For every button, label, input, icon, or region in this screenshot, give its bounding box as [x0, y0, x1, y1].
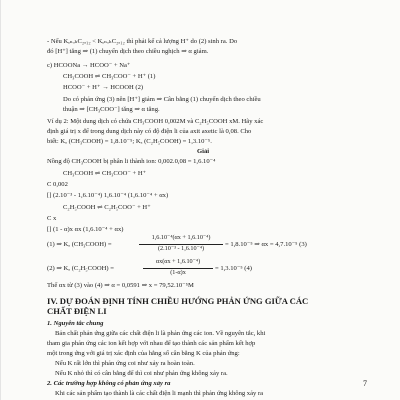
- fraction-numerator: 1,6.10⁻⁴(αx + 1,6.10⁻⁴): [151, 234, 211, 241]
- reaction-line: c) HCOONa → HCOO⁻ + Na⁺: [47, 62, 131, 69]
- text-line: Do có phản ứng (3) nên [H⁺] giảm ⇒ Cân bằng (1) chuyển dịch theo chiều: [63, 96, 261, 103]
- equation-label: (2) ⇒ Kₐ (C₂H₅COOH) =: [47, 265, 114, 272]
- subsection-heading: 1. Nguyên tắc chung: [47, 320, 104, 327]
- reaction-line: HCOO⁻ + H⁺ → HCOOH (2): [63, 84, 144, 91]
- concentration-line: C x: [47, 215, 57, 222]
- text-line: Khi các sản phẩm tạo thành là các chất điện li mạnh thì phản ứng không xảy ra: [55, 390, 264, 397]
- fraction-denominator: (1-α)x: [143, 268, 213, 276]
- text-line: Nếu K rất lớn thì phản ứng coi như xảy ra hoàn toàn.: [55, 360, 195, 367]
- text-line: Nếu K nhỏ thì có cân bằng để thì coi như phản ứng không xảy ra.: [55, 370, 228, 377]
- text-line: đó [H⁺] tăng ⇒ (1) chuyển dịch theo chiều nghịch ⇒ α giảm.: [47, 48, 209, 55]
- equation-label: (1) ⇒ Kₐ (CH₃COOH) =: [47, 241, 112, 248]
- text-line: thuận ⇒ [CH₃COO⁻] tăng ⇒ α tăng.: [63, 106, 160, 113]
- text-line: tham gia phản ứng các ion kết hợp với nhau để tạo thành các sản phẩm kết hợp: [47, 340, 256, 347]
- fraction-numerator: αx(αx + 1,6.10⁻⁴): [155, 258, 201, 265]
- page-number: 7: [363, 379, 367, 388]
- example-heading: Ví dụ 2: Một dung dịch có chứa CH₃COOH 0,002M và C₂H₅COOH xM. Hãy xác: [47, 118, 264, 125]
- text-line: định giá trị x để trong dung dịch này có độ điện li của axit axetic là 0,08. Cho: [47, 128, 252, 135]
- section-heading: IV. DỰ ĐOÁN ĐỊNH TÍNH CHIỀU HƯỚNG PHẢN ỨNG GIỮA CÁC: [47, 296, 309, 306]
- reaction-line: CH₃COOH ⇌ CH₃COO⁻ + H⁺: [63, 170, 147, 177]
- reaction-line: CH₃COOH ⇌ CH₃COO⁻ + H⁺ (1): [63, 73, 156, 80]
- section-heading: CHẤT ĐIỆN LI: [47, 306, 107, 316]
- text-line: - Nếu KₑₙₒₕC₂ₐ₁₂ < KₑₙₒₕC₂ₐ₁₂ thì phải kể cả lượng H⁺ do (2) sinh ra. Do: [47, 38, 238, 45]
- text-line: Thế αx từ (3) vào (4) ⇒ α = 0,0591 ⇒ x = 79,52.10⁻⁵M: [47, 282, 194, 289]
- subsection-heading: 2. Các trường hợp không có phản ứng xảy ra: [47, 380, 171, 387]
- equation-result: = 1,8.10⁻⁵ ⇒ αx = 4,7.10⁻⁵ (3): [225, 241, 307, 248]
- text-line: biết: Kₐ (CH₃COOH) = 1,8.10⁻⁵; Kₐ (C₂H₅COOH) = 1,3.10⁻⁵.: [47, 138, 212, 145]
- text-line: Nồng độ CH₃COOH bị phân li thành ion: 0,002.0,08 = 1,6.10⁻⁴: [47, 158, 216, 165]
- reaction-line: C₂H₅COOH ⇌ C₂H₅COO⁻ + H⁺: [63, 204, 151, 211]
- text-line: Bản chất phản ứng giữa các chất điện li là phản ứng các ion. Về nguyên tắc, khi: [55, 330, 266, 337]
- concentration-line: C 0,002: [47, 181, 68, 188]
- text-line: một trong ứng với giá trị xác định của hằng số cân bằng K của phản ứng:: [47, 350, 240, 357]
- equation-result: = 1,3.10⁻⁵ (4): [215, 265, 252, 272]
- concentration-line: [] (1 - α)x αx (1,6.10⁻⁴ + αx): [47, 226, 124, 233]
- concentration-line: [] (2.10⁻³ - 1,6.10⁻⁴) 1,6.10⁻⁴ (1,6.10⁻⁴ + αx): [47, 192, 169, 199]
- fraction-denominator: (2.10⁻³ - 1,6.10⁻⁴): [139, 244, 223, 252]
- solution-label: Giải: [197, 148, 210, 155]
